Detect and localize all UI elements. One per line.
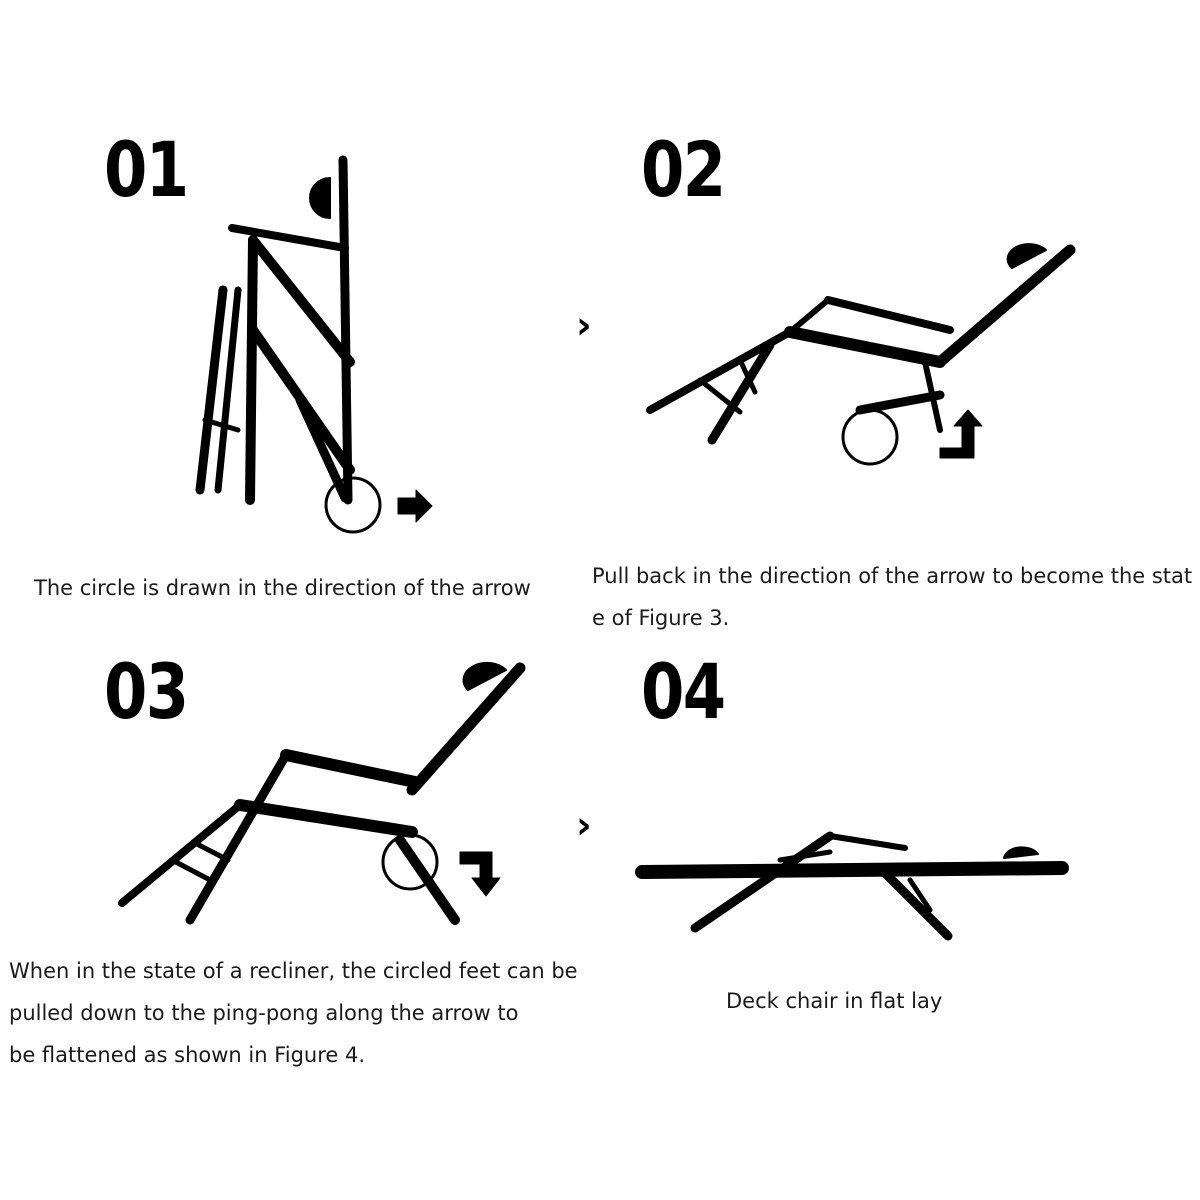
recliner-feet-figure (122, 663, 520, 920)
flat-deck-chair-figure (642, 836, 1062, 936)
caption-line: Pull back in the direction of the arrow to become the stat (592, 564, 1193, 588)
caption-line: When in the state of a recliner, the circled feet can be (9, 959, 578, 983)
step-01-caption (34, 567, 531, 609)
step-number-02: 02 (641, 125, 725, 214)
caption-line: be flattened as shown in Figure 4. (9, 1043, 366, 1067)
step-02-caption (592, 555, 1192, 639)
recliner-chair-figure (650, 244, 1070, 464)
step-04-caption (726, 980, 942, 1022)
step-number-04: 04 (641, 647, 725, 736)
connector-arrow-3-4: › (576, 803, 592, 847)
caption-line: pulled down to the ping-pong along the arrow to (9, 1001, 519, 1025)
step-number-01: 01 (104, 125, 188, 214)
caption-line: The circle is drawn in the direction of the arrow (34, 576, 531, 600)
connector-arrow-1-2: › (576, 303, 592, 347)
step-03-caption (9, 950, 578, 1076)
caption-line: e of Figure 3. (592, 606, 730, 630)
folded-chair-figure (200, 160, 432, 532)
step-number-03: 03 (104, 647, 188, 736)
caption-line: Deck chair in flat lay (726, 989, 943, 1013)
